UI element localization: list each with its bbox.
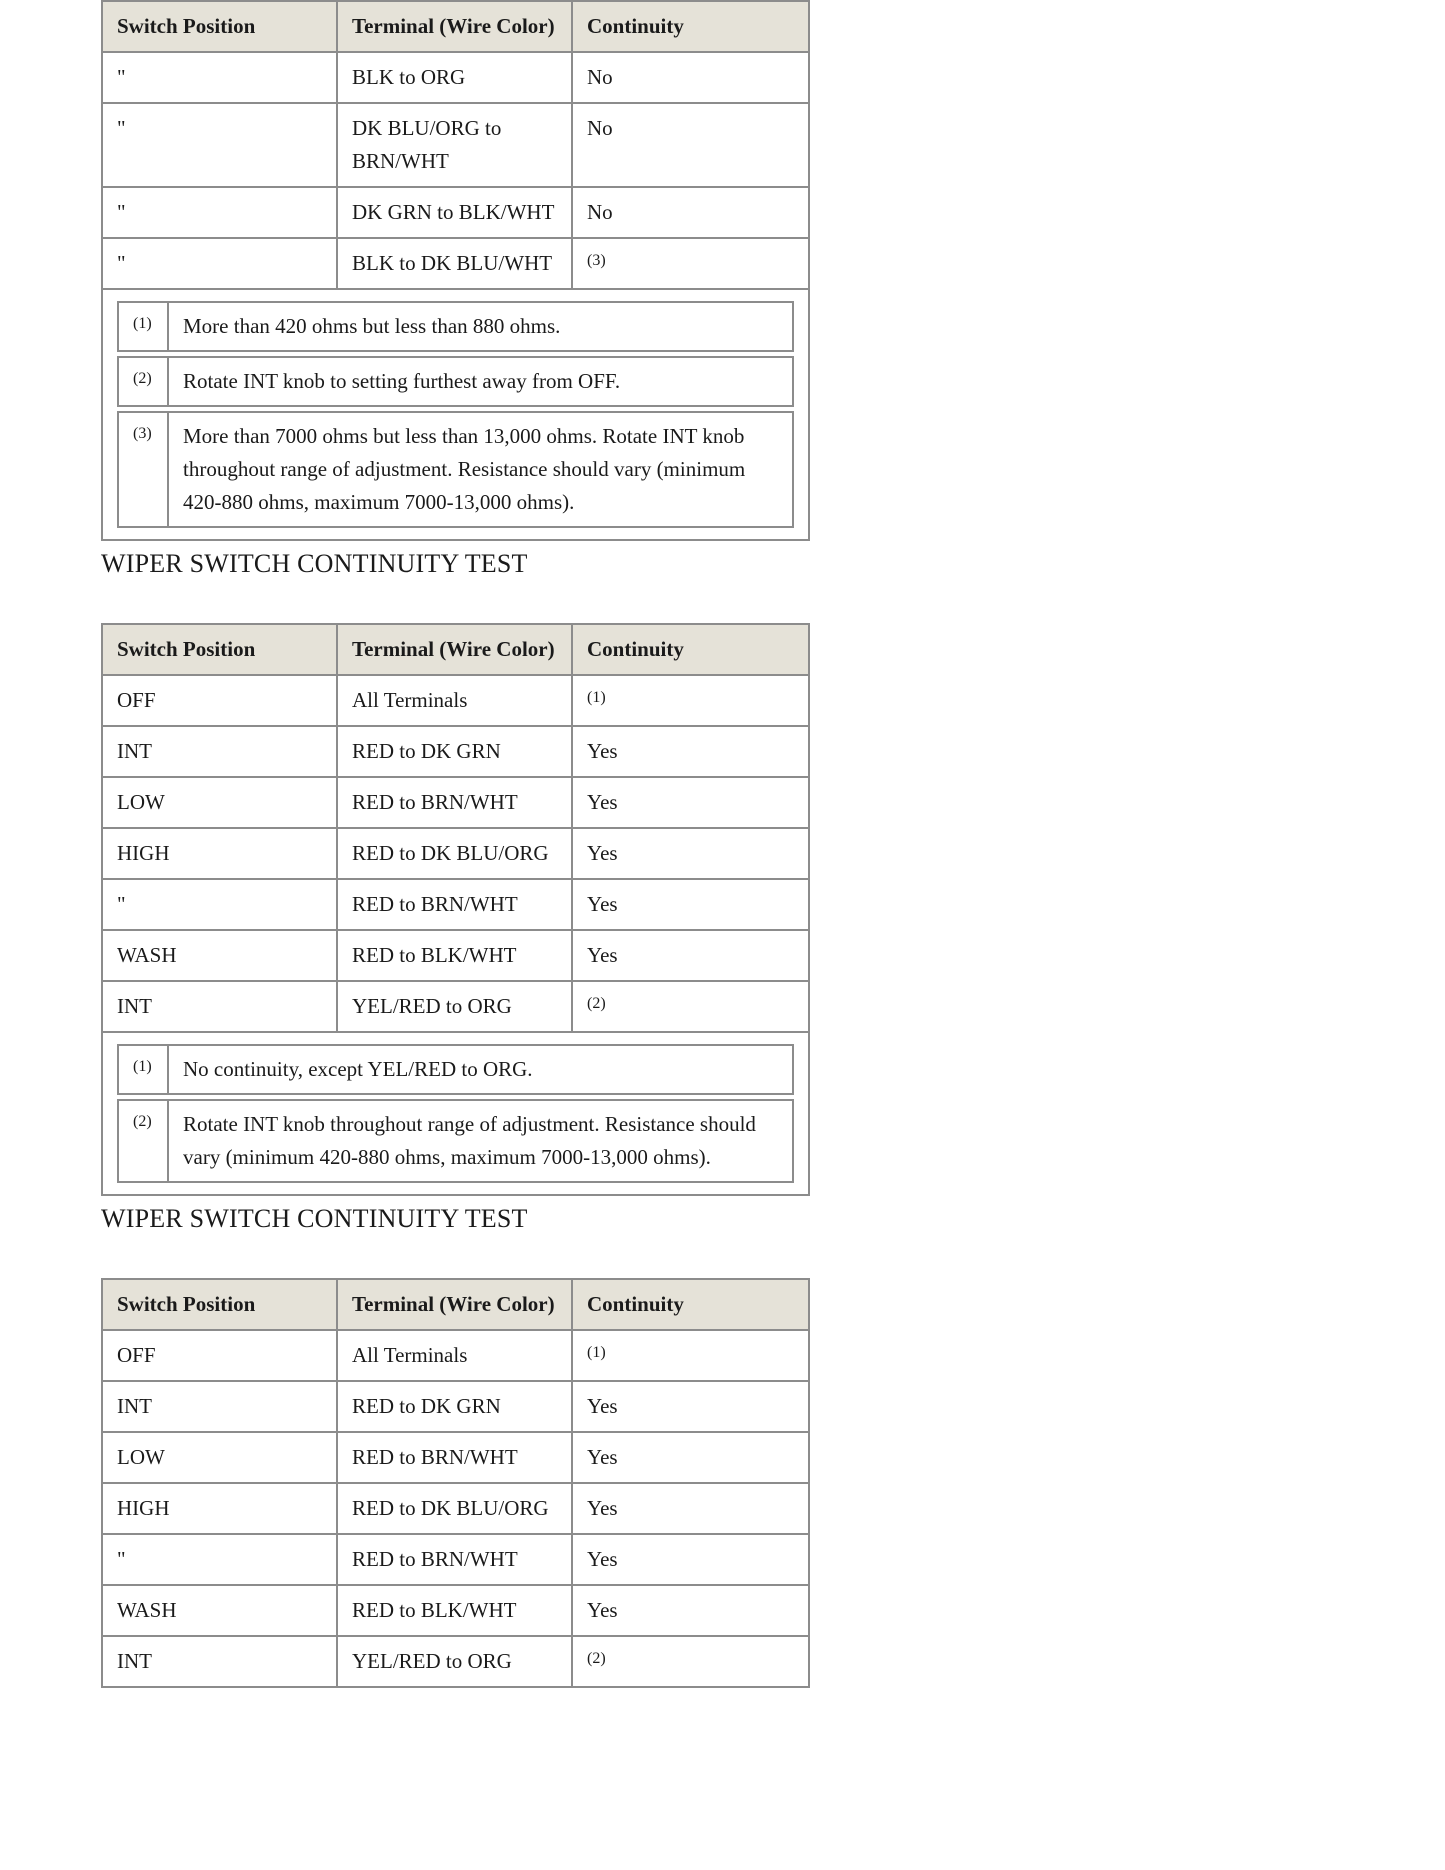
table-row [102, 187, 809, 238]
cell-switch-position: INT [102, 726, 337, 777]
cell-switch-position: LOW [102, 777, 337, 828]
cell-continuity: No [572, 52, 809, 103]
cell-terminal: RED to DK BLU/ORG [337, 1483, 572, 1534]
cell-terminal: RED to BRN/WHT [337, 879, 572, 930]
cell-switch-position: OFF [102, 1330, 337, 1381]
footnotes-cell [102, 289, 809, 540]
table-row [102, 1636, 809, 1687]
footnote-text: No continuity, except YEL/RED to ORG. [167, 1044, 794, 1095]
header-terminal: Terminal (Wire Color) [337, 1, 572, 52]
table-row [102, 981, 809, 1032]
table-header-row [102, 1, 809, 52]
table-row [102, 879, 809, 930]
cell-continuity: Yes [572, 828, 809, 879]
cell-terminal: BLK to ORG [337, 52, 572, 103]
footnote-text: More than 7000 ohms but less than 13,000 ohms. Rotate INT knob throughout range of adjustment. Resistance should vary (minimum 420-880 ohms, maximum 7000-13,000 ohms). [167, 411, 794, 528]
cell-switch-position: WASH [102, 1585, 337, 1636]
footnote-text: Rotate INT knob throughout range of adjustment. Resistance should vary (minimum 420-880 ohms, maximum 7000-13,000 ohms). [167, 1099, 794, 1183]
continuity-table-1 [101, 0, 810, 541]
cell-switch-position: " [102, 103, 337, 187]
footnote [117, 356, 794, 407]
cell-continuity: Yes [572, 1483, 809, 1534]
cell-switch-position: " [102, 187, 337, 238]
cell-switch-position: INT [102, 1381, 337, 1432]
cell-continuity: No [572, 187, 809, 238]
continuity-table-3 [101, 1278, 810, 1688]
footnote-text: More than 420 ohms but less than 880 ohms. [167, 301, 794, 352]
cell-switch-position: " [102, 879, 337, 930]
header-continuity: Continuity [572, 1279, 809, 1330]
section-title: WIPER SWITCH CONTINUITY TEST [101, 549, 528, 578]
cell-continuity: Yes [572, 1585, 809, 1636]
table-row [102, 777, 809, 828]
header-switch-position: Switch Position [102, 1279, 337, 1330]
header-switch-position: Switch Position [102, 624, 337, 675]
footnotes-row [102, 289, 809, 540]
cell-terminal: RED to BRN/WHT [337, 777, 572, 828]
cell-terminal: RED to DK GRN [337, 1381, 572, 1432]
table-row [102, 675, 809, 726]
cell-terminal: DK BLU/ORG to BRN/WHT [337, 103, 572, 187]
cell-terminal: RED to BRN/WHT [337, 1534, 572, 1585]
cell-switch-position: INT [102, 981, 337, 1032]
footnote-text: Rotate INT knob to setting furthest away from OFF. [167, 356, 794, 407]
cell-switch-position: HIGH [102, 828, 337, 879]
footnote-number: (3) [117, 411, 167, 528]
header-continuity: Continuity [572, 1, 809, 52]
header-switch-position: Switch Position [102, 1, 337, 52]
cell-terminal: BLK to DK BLU/WHT [337, 238, 572, 289]
cell-continuity-note-ref: (2) [572, 1636, 809, 1687]
cell-continuity-note-ref: (3) [572, 238, 809, 289]
cell-terminal: YEL/RED to ORG [337, 981, 572, 1032]
footnotes-table [117, 1040, 794, 1187]
cell-terminal: RED to DK GRN [337, 726, 572, 777]
cell-continuity: No [572, 103, 809, 187]
footnote [117, 1099, 794, 1183]
cell-switch-position: WASH [102, 930, 337, 981]
table-header-row [102, 624, 809, 675]
cell-terminal: RED to BLK/WHT [337, 1585, 572, 1636]
cell-continuity-note-ref: (1) [572, 1330, 809, 1381]
table-row [102, 1432, 809, 1483]
table-row [102, 828, 809, 879]
table-row [102, 1483, 809, 1534]
cell-continuity: Yes [572, 1381, 809, 1432]
cell-terminal: All Terminals [337, 1330, 572, 1381]
document-body [101, 0, 808, 1688]
cell-terminal: All Terminals [337, 675, 572, 726]
table-row [102, 52, 809, 103]
cell-continuity-note-ref: (1) [572, 675, 809, 726]
cell-terminal: RED to BLK/WHT [337, 930, 572, 981]
cell-switch-position: LOW [102, 1432, 337, 1483]
cell-continuity: Yes [572, 879, 809, 930]
cell-switch-position: OFF [102, 675, 337, 726]
cell-switch-position: INT [102, 1636, 337, 1687]
cell-terminal: RED to DK BLU/ORG [337, 828, 572, 879]
cell-continuity: Yes [572, 1432, 809, 1483]
footnote-number: (2) [117, 1099, 167, 1183]
table-row [102, 726, 809, 777]
cell-switch-position: " [102, 238, 337, 289]
footnote [117, 301, 794, 352]
footnote-number: (2) [117, 356, 167, 407]
table-row [102, 1585, 809, 1636]
header-continuity: Continuity [572, 624, 809, 675]
cell-terminal: RED to BRN/WHT [337, 1432, 572, 1483]
table-row [102, 238, 809, 289]
footnotes-table [117, 297, 794, 532]
cell-switch-position: " [102, 1534, 337, 1585]
footnote [117, 1044, 794, 1095]
cell-switch-position: HIGH [102, 1483, 337, 1534]
footnote-number: (1) [117, 1044, 167, 1095]
header-terminal: Terminal (Wire Color) [337, 624, 572, 675]
cell-terminal: DK GRN to BLK/WHT [337, 187, 572, 238]
table-row [102, 930, 809, 981]
footnotes-row [102, 1032, 809, 1195]
table-row [102, 1330, 809, 1381]
cell-switch-position: " [102, 52, 337, 103]
cell-continuity: Yes [572, 726, 809, 777]
cell-continuity: Yes [572, 1534, 809, 1585]
header-terminal: Terminal (Wire Color) [337, 1279, 572, 1330]
footnote-number: (1) [117, 301, 167, 352]
cell-terminal: YEL/RED to ORG [337, 1636, 572, 1687]
table-header-row [102, 1279, 809, 1330]
table-row [102, 103, 809, 187]
section-title: WIPER SWITCH CONTINUITY TEST [101, 1204, 528, 1233]
cell-continuity: Yes [572, 930, 809, 981]
cell-continuity-note-ref: (2) [572, 981, 809, 1032]
footnotes-cell [102, 1032, 809, 1195]
cell-continuity: Yes [572, 777, 809, 828]
table-row [102, 1534, 809, 1585]
continuity-table-2 [101, 623, 810, 1196]
table-row [102, 1381, 809, 1432]
footnote [117, 411, 794, 528]
